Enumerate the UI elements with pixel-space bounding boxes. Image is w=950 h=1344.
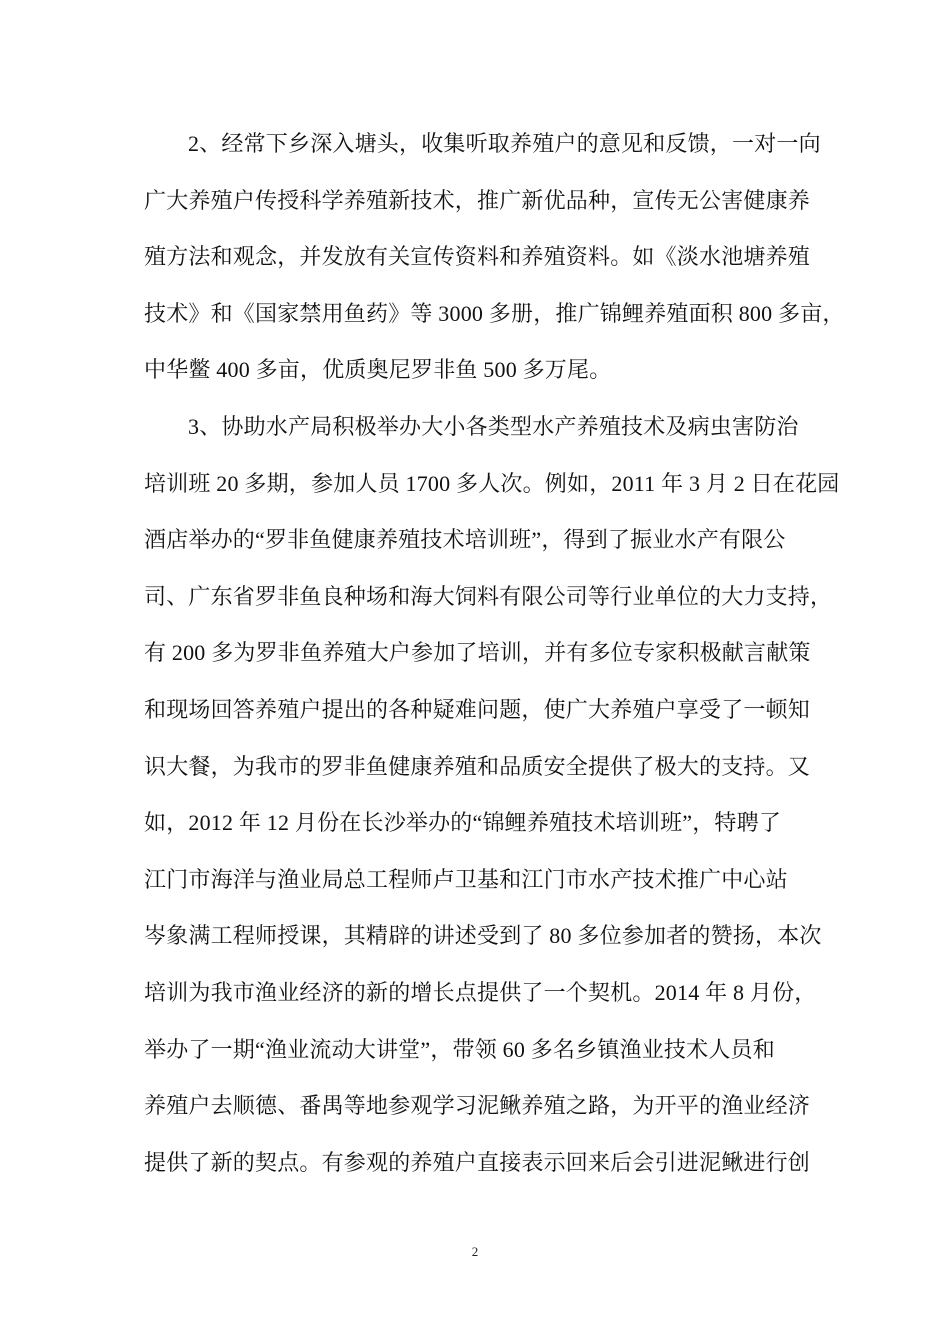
page-number: 2 [471,1244,479,1259]
paragraph-3-line: 培训班 20 多期，参加人员 1700 多人次。例如，2011 年 3 月 2 日在花园 [144,470,840,496]
paragraph-3-line: 如，2012 年 12 月份在长沙举办的“锦鲤养殖技术培训班”，特聘了 [144,810,782,836]
paragraph-3-line: 举办了一期“渔业流动大讲堂”，带领 60 多名乡镇渔业技术人员和 [144,1036,775,1062]
paragraph-3-line: 江门市海洋与渔业局总工程师卢卫基和江门市水产技术推广中心站 [144,866,788,892]
paragraph-2-line: 中华鳖 400 多亩，优质奥尼罗非鱼 500 多万尾。 [144,357,612,383]
paragraph-2-line: 广大养殖户传授科学养殖新技术，推广新优品种，宣传无公害健康养 [144,187,811,213]
paragraph-2-line: 2、经常下乡深入塘头，收集听取养殖户的意见和反馈，一对一向 [188,131,821,156]
paragraph-2-line: 殖方法和观念，并发放有关宣传资料和养殖资料。如《淡水池塘养殖 [144,244,811,270]
paragraph-3-line: 识大餐，为我市的罗非鱼健康养殖和品质安全提供了极大的支持。又 [144,753,811,779]
paragraph-3-line: 酒店举办的“罗非鱼健康养殖技术培训班”，得到了振业水产有限公 [144,527,786,553]
body-text [144,124,845,1199]
paragraph-3-line: 培训为我市渔业经济的新的增长点提供了一个契机。2014 年 8 月份， [144,979,817,1005]
paragraph-3-line: 司、广东省罗非鱼良种场和海大饲料有限公司等行业单位的大力支持， [144,583,833,609]
paragraph-3-line: 3、协助水产局积极举办大小各类型水产养殖技术及病虫害防治 [188,413,799,439]
paragraph-3-line: 和现场回答养殖户提出的各种疑难问题，使广大养殖户享受了一顿知 [144,696,811,722]
paragraph-3-line: 岑象满工程师授课，其精辟的讲述受到了 80 多位参加者的赞扬，本次 [144,923,822,949]
paragraph-3-line: 养殖户去顺德、番禺等地参观学习泥鳅养殖之路，为开平的渔业经济 [144,1093,811,1119]
paragraph-3-line: 提供了新的契点。有参观的养殖户直接表示回来后会引进泥鳅进行创 [144,1149,811,1175]
paragraph-2-line: 技术》和《国家禁用鱼药》等 3000 多册，推广锦鲤养殖面积 800 多亩， [144,300,845,326]
paragraph-3-line: 有 200 多为罗非鱼养殖大户参加了培训，并有多位专家积极献言献策 [144,640,811,666]
